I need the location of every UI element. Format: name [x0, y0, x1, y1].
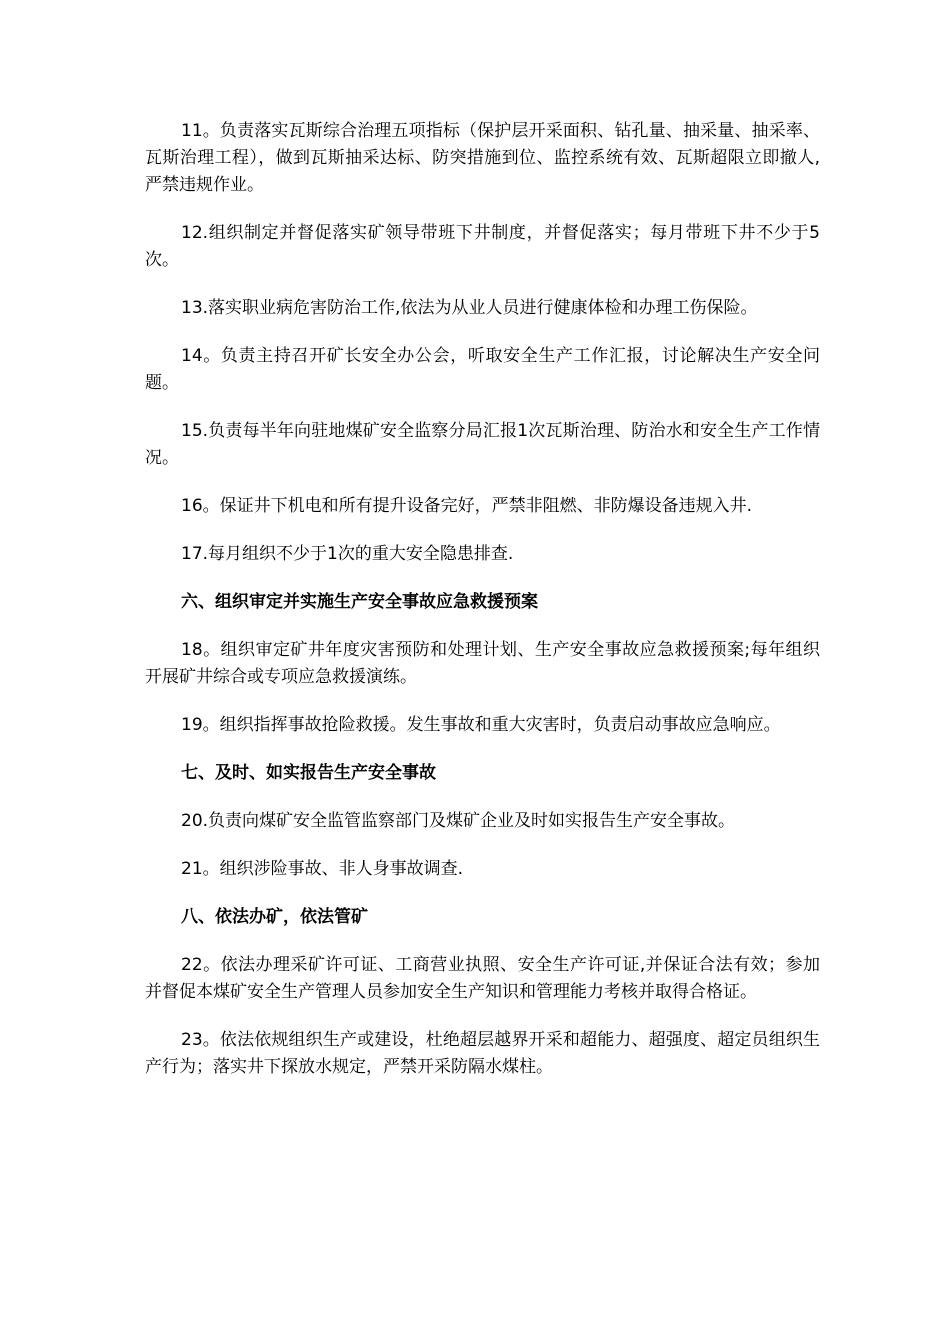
paragraph-13: 13.落实职业病危害防治工作,依法为从业人员进行健康体检和办理工伤保险。 [181, 298, 758, 318]
paragraph-17: 17.每月组织不少于1次的重大安全隐患排查. [181, 544, 514, 564]
paragraph-14: 14。负责主持召开矿长安全办公会，听取安全生产工作汇报，讨论解决生产安全问题。 [145, 346, 820, 393]
section-heading-7: 七、及时、如实报告生产安全事故 [181, 763, 436, 783]
paragraph-19: 19。组织指挥事故抢险救援。发生事故和重大灾害时，负责启动事故应急响应。 [181, 715, 781, 735]
section-heading-6: 六、组织审定并实施生产安全事故应急救援预案 [181, 592, 538, 612]
paragraph-18: 18。组织审定矿井年度灾害预防和处理计划、生产安全事故应急救援预案;每年组织开展矿井综合或专项应急救援演练。 [145, 640, 820, 687]
paragraph-20: 20.负责向煤矿安全监管监察部门及煤矿企业及时如实报告生产安全事故。 [181, 811, 736, 831]
document-page [145, 118, 820, 1102]
paragraph-16: 16。保证井下机电和所有提升设备完好，严禁非阻燃、非防爆设备违规入井. [181, 496, 753, 516]
paragraph-21: 21。组织涉险事故、非人身事故调查. [181, 859, 464, 879]
paragraph-15: 15.负责每半年向驻地煤矿安全监察分局汇报1次瓦斯治理、防治水和安全生产工作情况。 [145, 421, 820, 468]
section-heading-8: 八、依法办矿，依法管矿 [181, 907, 368, 927]
paragraph-23: 23。依法依规组织生产或建设，杜绝超层越界开采和超能力、超强度、超定员组织生产行为；落实井下探放水规定，严禁开采防隔水煤柱。 [145, 1030, 820, 1077]
paragraph-12: 12.组织制定并督促落实矿领导带班下井制度，并督促落实；每月带班下井不少于5次。 [145, 223, 820, 270]
paragraph-11: 11。负责落实瓦斯综合治理五项指标（保护层开采面积、钻孔量、抽采量、抽采率、瓦斯治理工程），做到瓦斯抽采达标、防突措施到位、监控系统有效、瓦斯超限立即撤人,严禁违规作业。 [145, 121, 820, 195]
paragraph-22: 22。依法办理采矿许可证、工商营业执照、安全生产许可证,并保证合法有效；参加并督促本煤矿安全生产管理人员参加安全生产知识和管理能力考核并取得合格证。 [145, 955, 820, 1002]
